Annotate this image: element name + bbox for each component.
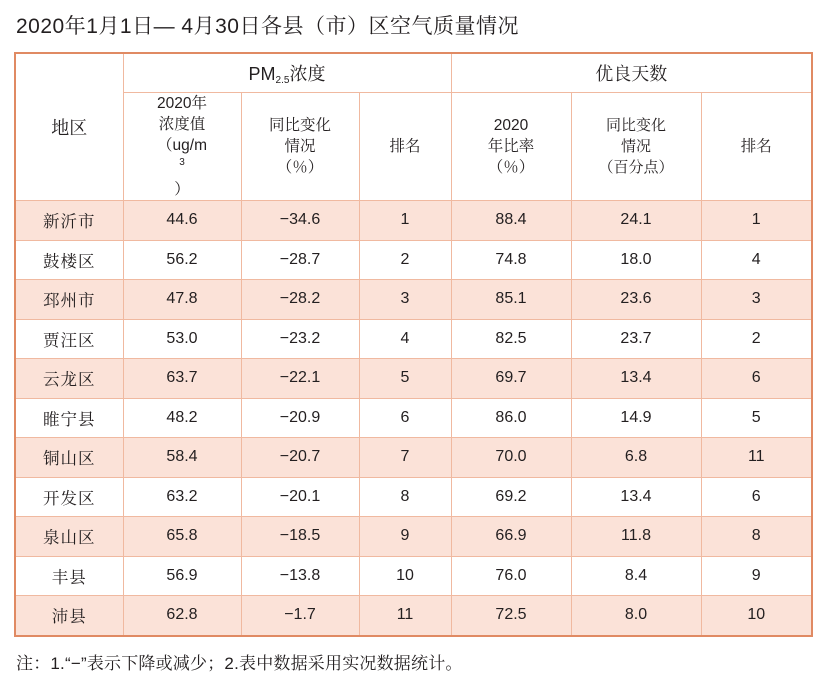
cell-days-rank: 3 (701, 280, 812, 320)
days-rate-line1: 2020 (493, 117, 529, 134)
cell-days-rate: 82.5 (451, 319, 571, 359)
column-header-pm25-rank: 排名 (359, 93, 451, 201)
column-header-good-days: 优良天数 (451, 53, 812, 93)
cell-pm25-rank: 1 (359, 201, 451, 241)
pm25-label-sub: 2.5 (275, 75, 290, 86)
cell-pm25-value: 58.4 (123, 438, 241, 478)
cell-days-change: 24.1 (571, 201, 701, 241)
cell-days-rank: 10 (701, 596, 812, 636)
pm25-value-line1: 2020年 (157, 95, 207, 112)
cell-pm25-rank: 6 (359, 398, 451, 438)
cell-days-rate: 69.7 (451, 359, 571, 399)
cell-pm25-rank: 2 (359, 240, 451, 280)
table-row (15, 438, 812, 478)
cell-pm25-value: 47.8 (123, 280, 241, 320)
cell-pm25-rank: 5 (359, 359, 451, 399)
cell-pm25-change: −23.2 (241, 319, 359, 359)
days-change-line1: 同比变化 (605, 117, 666, 134)
column-header-days-change (571, 93, 701, 201)
days-rate-line2: 年比率 (487, 138, 535, 155)
cell-days-rate: 85.1 (451, 280, 571, 320)
cell-days-change: 11.8 (571, 517, 701, 557)
table-subheader-row (15, 93, 812, 201)
cell-days-rank: 1 (701, 201, 812, 241)
column-header-pm25 (123, 53, 451, 93)
cell-days-change: 13.4 (571, 359, 701, 399)
cell-pm25-value: 63.7 (123, 359, 241, 399)
cell-days-change: 14.9 (571, 398, 701, 438)
cell-days-change: 23.7 (571, 319, 701, 359)
cell-pm25-value: 44.6 (123, 201, 241, 241)
cell-days-rate: 76.0 (451, 556, 571, 596)
days-change-line2: 情况 (620, 138, 651, 155)
cell-region: 泉山区 (15, 517, 123, 557)
cell-pm25-rank: 9 (359, 517, 451, 557)
air-quality-table (14, 52, 813, 637)
column-header-region: 地区 (15, 53, 123, 201)
cell-region: 邳州市 (15, 280, 123, 320)
table-row (15, 359, 812, 399)
table-row (15, 596, 812, 636)
cell-region: 沛县 (15, 596, 123, 636)
table-row (15, 201, 812, 241)
cell-days-rate: 88.4 (451, 201, 571, 241)
cell-days-rate: 69.2 (451, 477, 571, 517)
cell-pm25-value: 48.2 (123, 398, 241, 438)
cell-pm25-change: −28.2 (241, 280, 359, 320)
cell-region: 鼓楼区 (15, 240, 123, 280)
table-note: 注：1.“−”表示下降或减少；2.表中数据采用实况数据统计。 (16, 653, 463, 673)
pm25-change-line1: 同比变化 (268, 117, 331, 134)
cell-pm25-change: −20.1 (241, 477, 359, 517)
cell-days-rank: 2 (701, 319, 812, 359)
cell-pm25-change: −18.5 (241, 517, 359, 557)
cell-pm25-rank: 3 (359, 280, 451, 320)
cell-pm25-change: −28.7 (241, 240, 359, 280)
table-head (15, 53, 812, 201)
cell-days-rank: 9 (701, 556, 812, 596)
cell-days-change: 8.4 (571, 556, 701, 596)
cell-pm25-rank: 11 (359, 596, 451, 636)
cell-pm25-value: 53.0 (123, 319, 241, 359)
cell-region: 开发区 (15, 477, 123, 517)
table-row (15, 280, 812, 320)
table-row (15, 556, 812, 596)
cell-pm25-rank: 7 (359, 438, 451, 478)
cell-region: 铜山区 (15, 438, 123, 478)
cell-pm25-value: 62.8 (123, 596, 241, 636)
pm25-label-main: PM (248, 64, 276, 84)
cell-region: 贾汪区 (15, 319, 123, 359)
cell-pm25-change: −13.8 (241, 556, 359, 596)
pm25-value-line2: 浓度值 (158, 116, 206, 133)
cell-pm25-rank: 10 (359, 556, 451, 596)
pm25-change-line3: （％） (276, 159, 324, 176)
cell-pm25-value: 56.9 (123, 556, 241, 596)
cell-days-rate: 72.5 (451, 596, 571, 636)
cell-pm25-change: −22.1 (241, 359, 359, 399)
cell-pm25-rank: 4 (359, 319, 451, 359)
column-header-days-rate (451, 93, 571, 201)
pm25-unit-close: ） (174, 181, 190, 198)
column-header-days-rank: 排名 (701, 93, 812, 201)
cell-days-rate: 86.0 (451, 398, 571, 438)
cell-region: 睢宁县 (15, 398, 123, 438)
pm25-change-line2: 情况 (284, 138, 316, 155)
cell-region: 云龙区 (15, 359, 123, 399)
table-row (15, 319, 812, 359)
pm25-unit-open: （ug/m (157, 137, 207, 154)
cell-days-change: 13.4 (571, 477, 701, 517)
table-row (15, 240, 812, 280)
table-row (15, 398, 812, 438)
cell-days-rank: 5 (701, 398, 812, 438)
table-row (15, 477, 812, 517)
days-change-line3: （百分点） (598, 159, 674, 176)
cell-pm25-rank: 8 (359, 477, 451, 517)
table-header-group-row (15, 53, 812, 93)
table-row (15, 517, 812, 557)
pm25-value-line3 (124, 135, 241, 200)
cell-days-change: 8.0 (571, 596, 701, 636)
column-header-pm25-value (123, 93, 241, 201)
table-body (15, 201, 812, 636)
cell-days-change: 18.0 (571, 240, 701, 280)
cell-days-rank: 6 (701, 359, 812, 399)
cell-days-rank: 8 (701, 517, 812, 557)
cell-pm25-value: 56.2 (123, 240, 241, 280)
cell-days-change: 23.6 (571, 280, 701, 320)
cell-days-rate: 66.9 (451, 517, 571, 557)
cell-pm25-change: −1.7 (241, 596, 359, 636)
cell-days-rate: 74.8 (451, 240, 571, 280)
column-header-pm25-change (241, 93, 359, 201)
cell-region: 新沂市 (15, 201, 123, 241)
cell-region: 丰县 (15, 556, 123, 596)
cell-days-change: 6.8 (571, 438, 701, 478)
cell-days-rank: 11 (701, 438, 812, 478)
pm25-label-tail: 浓度 (289, 64, 326, 84)
days-rate-line3: （％） (487, 159, 535, 176)
cell-pm25-change: −20.9 (241, 398, 359, 438)
cell-days-rank: 4 (701, 240, 812, 280)
pm25-unit-exponent: 3 (179, 157, 185, 168)
cell-pm25-change: −34.6 (241, 201, 359, 241)
cell-pm25-value: 63.2 (123, 477, 241, 517)
page-title: 2020年1月1日— 4月30日各县（市）区空气质量情况 (16, 15, 519, 38)
cell-days-rate: 70.0 (451, 438, 571, 478)
cell-days-rank: 6 (701, 477, 812, 517)
cell-pm25-change: −20.7 (241, 438, 359, 478)
cell-pm25-value: 65.8 (123, 517, 241, 557)
